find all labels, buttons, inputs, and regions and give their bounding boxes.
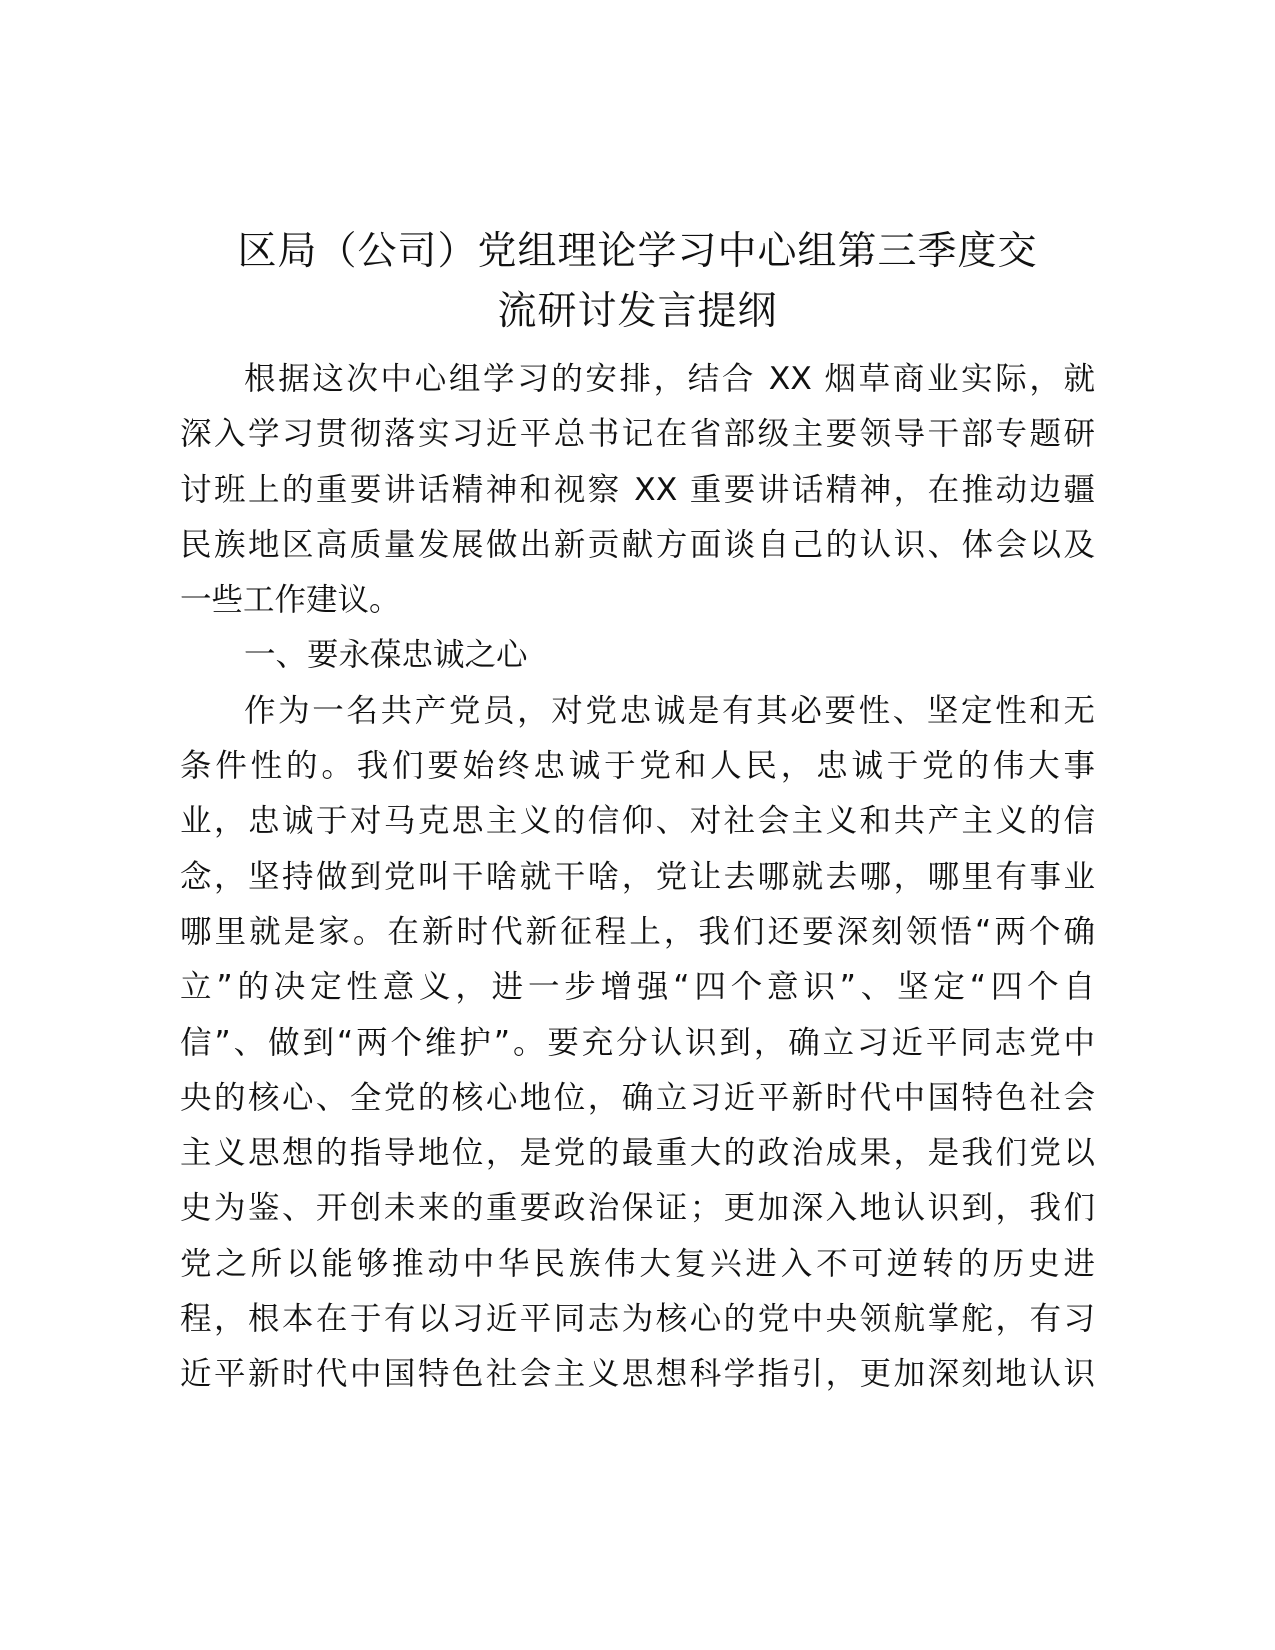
text-line: 一些工作建议。 [180, 582, 401, 619]
text-line: 程，根本在于有以习近平同志为核心的党中央领航掌舵，有习 [180, 1301, 1095, 1338]
section-heading-1 [180, 628, 1095, 683]
text-line: 哪里就是家。在新时代新征程上，我们还要深刻领悟“两个确 [180, 913, 1095, 950]
text-line: 史为鉴、开创未来的重要政治保证；更加深入地认识到，我们 [180, 1190, 1095, 1227]
paragraph-intro [180, 352, 1095, 628]
text-line: 党之所以能够推动中华民族伟大复兴进入不可逆转的历史进 [180, 1245, 1095, 1282]
title-line-1: 区局（公司）党组理论学习中心组第三季度交 [237, 229, 1038, 274]
text-line: 民族地区高质量发展做出新贡献方面谈自己的认识、体会以及 [180, 526, 1095, 563]
text-line: 条件性的。我们要始终忠诚于党和人民，忠诚于党的伟大事 [180, 748, 1095, 785]
paragraph-loyalty [180, 684, 1095, 1403]
text-line: 央的核心、全党的核心地位，确立习近平新时代中国特色社会 [180, 1079, 1095, 1116]
text-line: 立”的决定性意义，进一步增强“四个意识”、坚定“四个自 [180, 969, 1095, 1006]
text-line: 作为一名共产党员，对党忠诚是有其必要性、坚定性和无 [244, 692, 1095, 729]
text-line: 讨班上的重要讲话精神和视察 XX 重要讲话精神，在推动边疆 [180, 471, 1095, 508]
text-line: 深入学习贯彻落实习近平总书记在省部级主要领导干部专题研 [180, 416, 1095, 453]
text-line: 信”、做到“两个维护”。要充分认识到，确立习近平同志党中 [180, 1024, 1095, 1061]
title-line-2: 流研讨发言提纲 [497, 289, 778, 334]
document-body [180, 352, 1095, 1403]
document-title [180, 222, 1095, 342]
text-line: 近平新时代中国特色社会主义思想科学指引，更加深刻地认识 [180, 1356, 1095, 1393]
text-line: 主义思想的指导地位，是党的最重大的政治成果，是我们党以 [180, 1135, 1095, 1172]
text-line: 业，忠诚于对马克思主义的信仰、对社会主义和共产主义的信 [180, 803, 1095, 840]
section-heading-text: 一、要永葆忠诚之心 [244, 637, 528, 674]
text-line: 根据这次中心组学习的安排，结合 XX 烟草商业实际，就 [244, 361, 1095, 397]
text-line: 念，坚持做到党叫干啥就干啥，党让去哪就去哪，哪里有事业 [180, 858, 1095, 895]
